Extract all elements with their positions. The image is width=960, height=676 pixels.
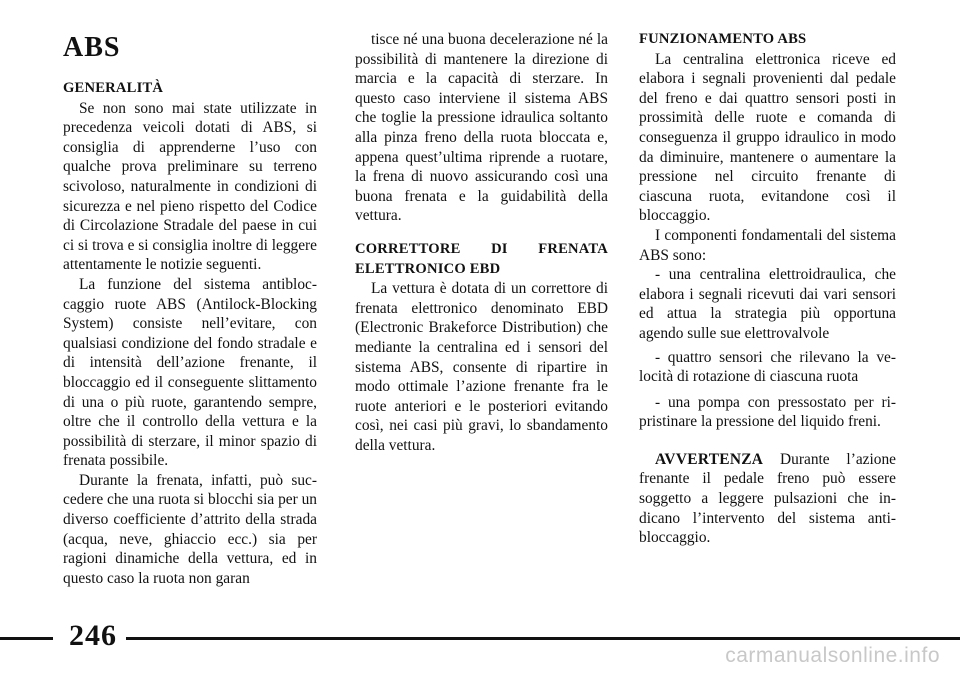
paragraph: La funzione del sistema antibloccaggio ruote ABS (Antilock-Blocking System) consiste nell’evitare, con qualsiasi condizione del fondo stradale e di intensità dell’azione frenante, il bloccaggio ed il conseguente slittamento di una o più ruote, garantendo sempre, oltre che il controllo della vettura e la possibilità di sterzare, il minor spazio di frenata possibile. [63,275,317,470]
paragraph: I componenti fondamentali del sistema ABS sono: [639,226,896,264]
paragraph: Durante la frenata, infatti, può succedere che una ruota si blocchi sia per un diverso coefficiente d’attrito della strada (acqua, neve, ghiaccio ecc.) sia per ragioni dinamiche della vettura, ed in questo caso la ruota non garan [63,471,317,587]
warning-text: Durante l’azione frenante il pedale freno può essere soggetto a leggere pulsazioni che indicano l’intervento del sistema antibloccaggio. [639,450,896,547]
paragraph: La vettura è dotata di un correttore di frenata elettronico denominato EBD (Electronic Brakeforce Distribution) che mediante la centralina ed i sensori del sistema ABS, consente di ripartire in modo ottimale l’azione frenante fra le ruote anteriori e le posteriori evitando così, nei casi più gravi, lo sbandamento della vettura. [355,280,608,454]
list-item: - quattro sensori che rilevano la velocità di rotazione di ciascuna ruota [639,348,896,386]
footer-rule-right [126,637,960,640]
section-heading-ebd: CORRETTORE DI FRENATA ELETTRONICO EBD [355,240,608,277]
paragraph: La centralina elettronica riceve ed elabora i segnali provenienti dal pedale del freno e dai quattro sensori posti in prossimità delle ruote e comanda di conseguenza il gruppo idraulico in modo da diminuire, mantenere o aumentare la pressione nel circuito frenante di ciascuna ruota, evitandone così il bloccaggio. [639,50,896,225]
paragraph: Se non sono mai state utilizzate in precedenza veicoli dotati di ABS, si consiglia di apprenderne l’uso con qualche prova preliminare su terreno scivoloso, naturalmente in condizioni di sicurezza e nel pieno rispetto del Codice di Circolazione Stradale del paese in cui ci si trova e si consiglia inoltre di leggere attentamente le notizie seguenti. [63,99,317,274]
watermark: carmanualsonline.info [725,644,940,667]
section-heading-funzionamento: FUNZIONAMENTO ABS [639,31,807,47]
page-number: 246 [69,619,117,652]
list-item: - una centralina elettroidraulica, che elabora i segnali ricevuti dai vari sensori ed attua la strategia più opportuna agendo sulle sue elettrovalvole [639,266,896,342]
warning-label: AVVERTENZA [655,450,764,468]
column-3 [639,30,896,548]
footer-rule-left [0,637,53,640]
section-heading-generalita: GENERALITÀ [63,80,164,96]
list-item: - una pompa con pressostato per ripristinare la pressione del liquido freni. [639,393,896,431]
page-title: ABS [63,32,121,63]
column-2 [355,30,608,455]
column-1 [63,30,317,588]
warning-note [639,450,896,548]
paragraph: tisce né una buona decelerazione né la possibilità di mantenere la direzione di marcia e la capacità di sterzare. In questo caso interviene il sistema ABS che toglie la pressione idraulica soltanto alla pinza freno della ruota bloccata e, appena quest’ultima riprende a ruotare, la frena di nuovo assicurando così una buona frenata e la guidabilità della vettura. [355,31,608,225]
